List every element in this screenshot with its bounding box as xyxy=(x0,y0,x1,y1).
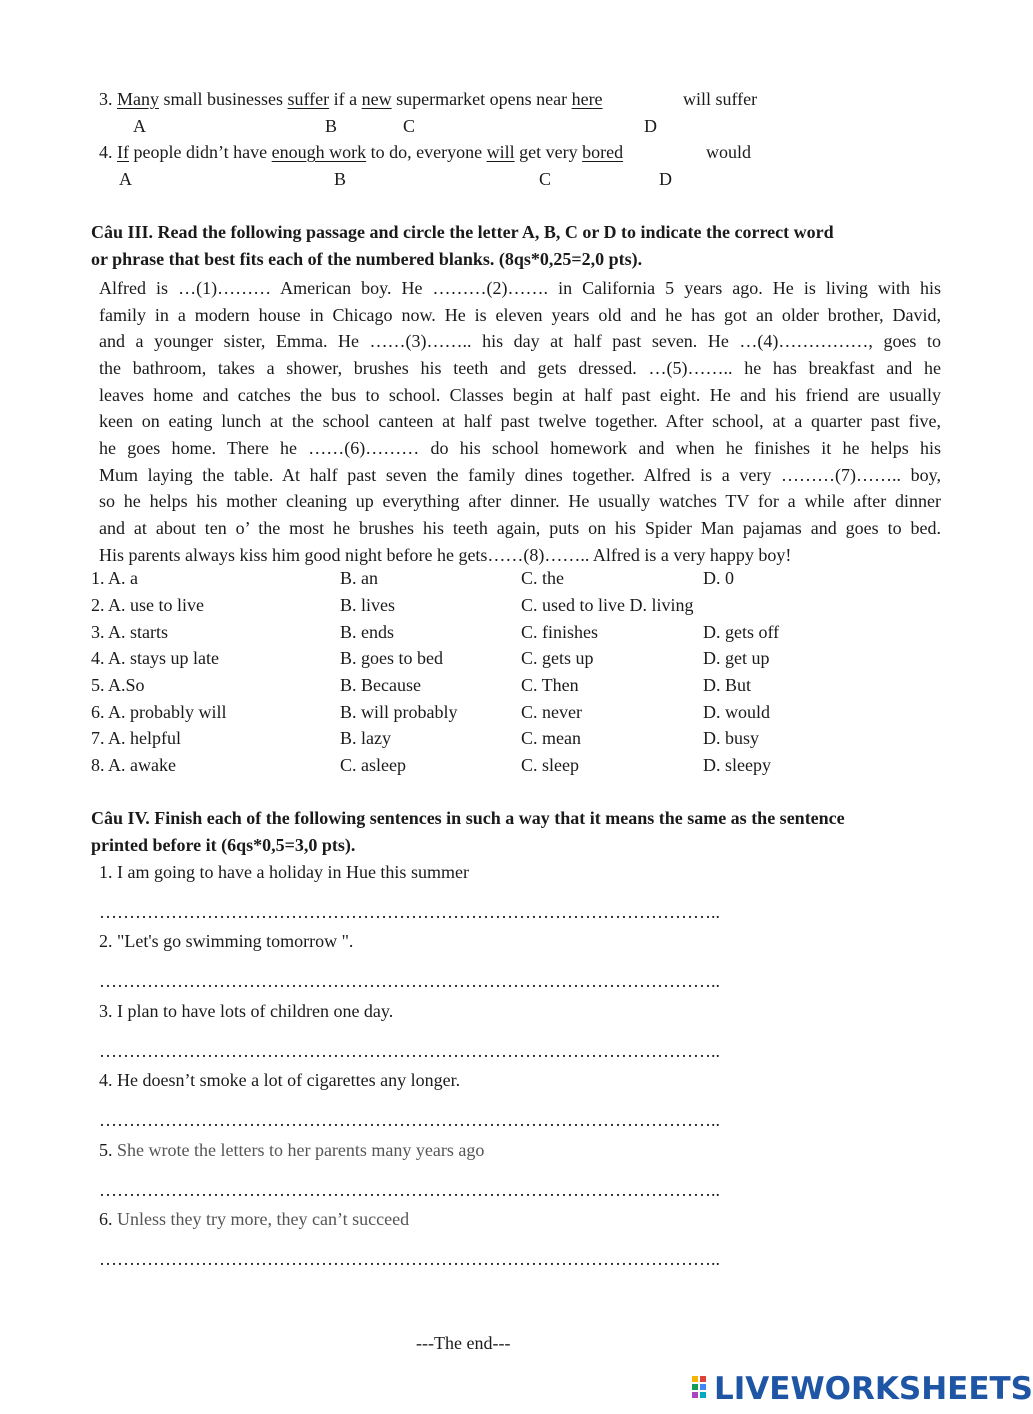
section-3-heading-line-2: or phrase that best fits each of the numbered blanks. (8qs*0,25=2,0 pts). xyxy=(91,249,643,269)
passage-line: His parents always kiss him good night before he gets……(8)…….. Alfred is a very happy boy! xyxy=(99,545,792,565)
option-a[interactable]: 3. A. starts xyxy=(91,622,169,642)
option-a-word: If xyxy=(117,142,129,162)
label-a: A xyxy=(133,116,146,136)
option-d[interactable]: D. sleepy xyxy=(703,755,771,775)
option-b-word: suffer xyxy=(287,89,330,109)
option-a[interactable]: 7. A. helpful xyxy=(91,728,181,748)
logo-text: LIVEWORKSHEETS xyxy=(714,1371,1033,1407)
option-d[interactable]: D. gets off xyxy=(703,622,780,642)
passage-line: so he helps his mother cleaning up everything after dinner. He usually watches TV for a while after dinner xyxy=(99,491,941,511)
option-c[interactable]: C. Then xyxy=(521,675,579,695)
option-d[interactable]: D. busy xyxy=(703,728,760,748)
option-d-word: here xyxy=(571,89,603,109)
option-b[interactable]: B. Because xyxy=(340,675,421,695)
passage-line: Mum laying the table. At half past seven the family dines together. Alfred is a very ………(7)…….. boy, xyxy=(99,465,941,485)
passage-line: family in a modern house in Chicago now. He is eleven years old and he has got an older brother, David, xyxy=(99,305,941,325)
option-a[interactable]: 8. A. awake xyxy=(91,755,176,775)
label-a: A xyxy=(119,169,132,189)
liveworksheets-logo[interactable] xyxy=(692,1372,1033,1406)
label-b: B xyxy=(325,116,338,136)
option-c[interactable]: C. mean xyxy=(521,728,581,748)
option-d-word: bored xyxy=(582,142,624,162)
option-a[interactable]: 4. A. stays up late xyxy=(91,648,219,668)
option-a-word: Many xyxy=(117,89,159,109)
the-end-text: ---The end--- xyxy=(416,1333,511,1353)
option-b-word: enough work xyxy=(271,142,367,162)
section-3-heading-line-1: Câu III. Read the following passage and circle the letter A, B, C or D to indicate the correct word xyxy=(91,222,834,242)
option-a[interactable]: 5. A.So xyxy=(91,675,145,695)
passage-line: keen on eating lunch at the school canteen at half past twelve together. After school, at a quarter past five, xyxy=(99,411,941,431)
rewrite-item: 1. I am going to have a holiday in Hue this summer xyxy=(99,862,469,882)
section-4-heading-line-1: Câu IV. Finish each of the following sentences in such a way that it means the same as the sentence xyxy=(91,808,845,828)
option-a[interactable]: 1. A. a xyxy=(91,568,138,588)
error-question-4: 4. If people didn’t have enough work to do, everyone will get very bored xyxy=(99,142,624,162)
option-c[interactable]: C. sleep xyxy=(521,755,579,775)
section-4-heading-line-2: printed before it (6qs*0,5=3,0 pts). xyxy=(91,835,356,855)
option-c-word: new xyxy=(361,89,392,109)
passage-line: and at about ten o’ the most he brushes his teeth again, puts on his Spider Man pajamas and goes to bed. xyxy=(99,518,941,538)
passage-line: Alfred is …(1)……… American boy. He ………(2)……. in California 5 years ago. He is living with his xyxy=(99,278,941,298)
label-c: C xyxy=(539,169,552,189)
option-c[interactable]: C. finishes xyxy=(521,622,599,642)
passage-line: he goes home. There he ……(6)……… do his school homework and when he finishes it he helps his xyxy=(99,438,941,458)
rewrite-item: 5. She wrote the letters to her parents many years ago xyxy=(99,1140,485,1160)
option-c[interactable]: C. the xyxy=(521,568,564,588)
label-c: C xyxy=(403,116,416,136)
passage-line: and a younger sister, Emma. He ……(3)…….. his day at half past seven. He …(4)……………, goes to xyxy=(99,331,941,351)
option-b[interactable]: B. ends xyxy=(340,622,394,642)
answer-line[interactable]: ………………………………………………………………………………………….. xyxy=(99,1110,720,1130)
liveworksheets-logo-icon xyxy=(692,1374,714,1404)
rewrite-item: 4. He doesn’t smoke a lot of cigarettes any longer. xyxy=(99,1070,461,1090)
option-b[interactable]: B. lives xyxy=(340,595,396,615)
rewrite-item: 6. Unless they try more, they can’t succeed xyxy=(99,1209,410,1229)
rewrite-item: 2. "Let's go swimming tomorrow ". xyxy=(99,931,354,951)
option-d[interactable]: D. 0 xyxy=(703,568,734,588)
option-b[interactable]: B. goes to bed xyxy=(340,648,443,668)
answer-line[interactable]: ………………………………………………………………………………………….. xyxy=(99,1041,720,1061)
answer-line[interactable]: ………………………………………………………………………………………….. xyxy=(99,1249,720,1269)
option-b[interactable]: B. an xyxy=(340,568,378,588)
label-d: D xyxy=(644,116,657,136)
error-question-3-correction: will suffer xyxy=(683,89,758,109)
answer-line[interactable]: ………………………………………………………………………………………….. xyxy=(99,971,720,991)
answer-line[interactable]: ………………………………………………………………………………………….. xyxy=(99,902,720,922)
option-c[interactable]: C. never xyxy=(521,702,582,722)
option-b[interactable]: B. lazy xyxy=(340,728,391,748)
option-b[interactable]: B. will probably xyxy=(340,702,458,722)
label-b: B xyxy=(334,169,347,189)
option-d[interactable]: D. would xyxy=(703,702,770,722)
option-d[interactable]: D. But xyxy=(703,675,752,695)
passage-line: leaves home and catches the bus to school. Classes begin at half past eight. He and his friend are usually xyxy=(99,385,941,405)
option-c-word: will xyxy=(486,142,515,162)
option-a[interactable]: 6. A. probably will xyxy=(91,702,227,722)
answer-line[interactable]: ………………………………………………………………………………………….. xyxy=(99,1180,720,1200)
label-d: D xyxy=(659,169,672,189)
option-a[interactable]: 2. A. use to live xyxy=(91,595,204,615)
rewrite-item: 3. I plan to have lots of children one day. xyxy=(99,1001,394,1021)
option-d[interactable]: D. get up xyxy=(703,648,770,668)
option-b[interactable]: C. asleep xyxy=(340,755,406,775)
option-c[interactable]: C. used to live D. living xyxy=(521,595,694,615)
passage-line: the bathroom, takes a shower, brushes his teeth and gets dressed. …(5)…….. he has breakfast and he xyxy=(99,358,941,378)
error-question-3: 3. Many small businesses suffer if a new supermarket opens near here xyxy=(99,89,603,109)
option-c[interactable]: C. gets up xyxy=(521,648,594,668)
error-question-4-correction: would xyxy=(706,142,751,162)
